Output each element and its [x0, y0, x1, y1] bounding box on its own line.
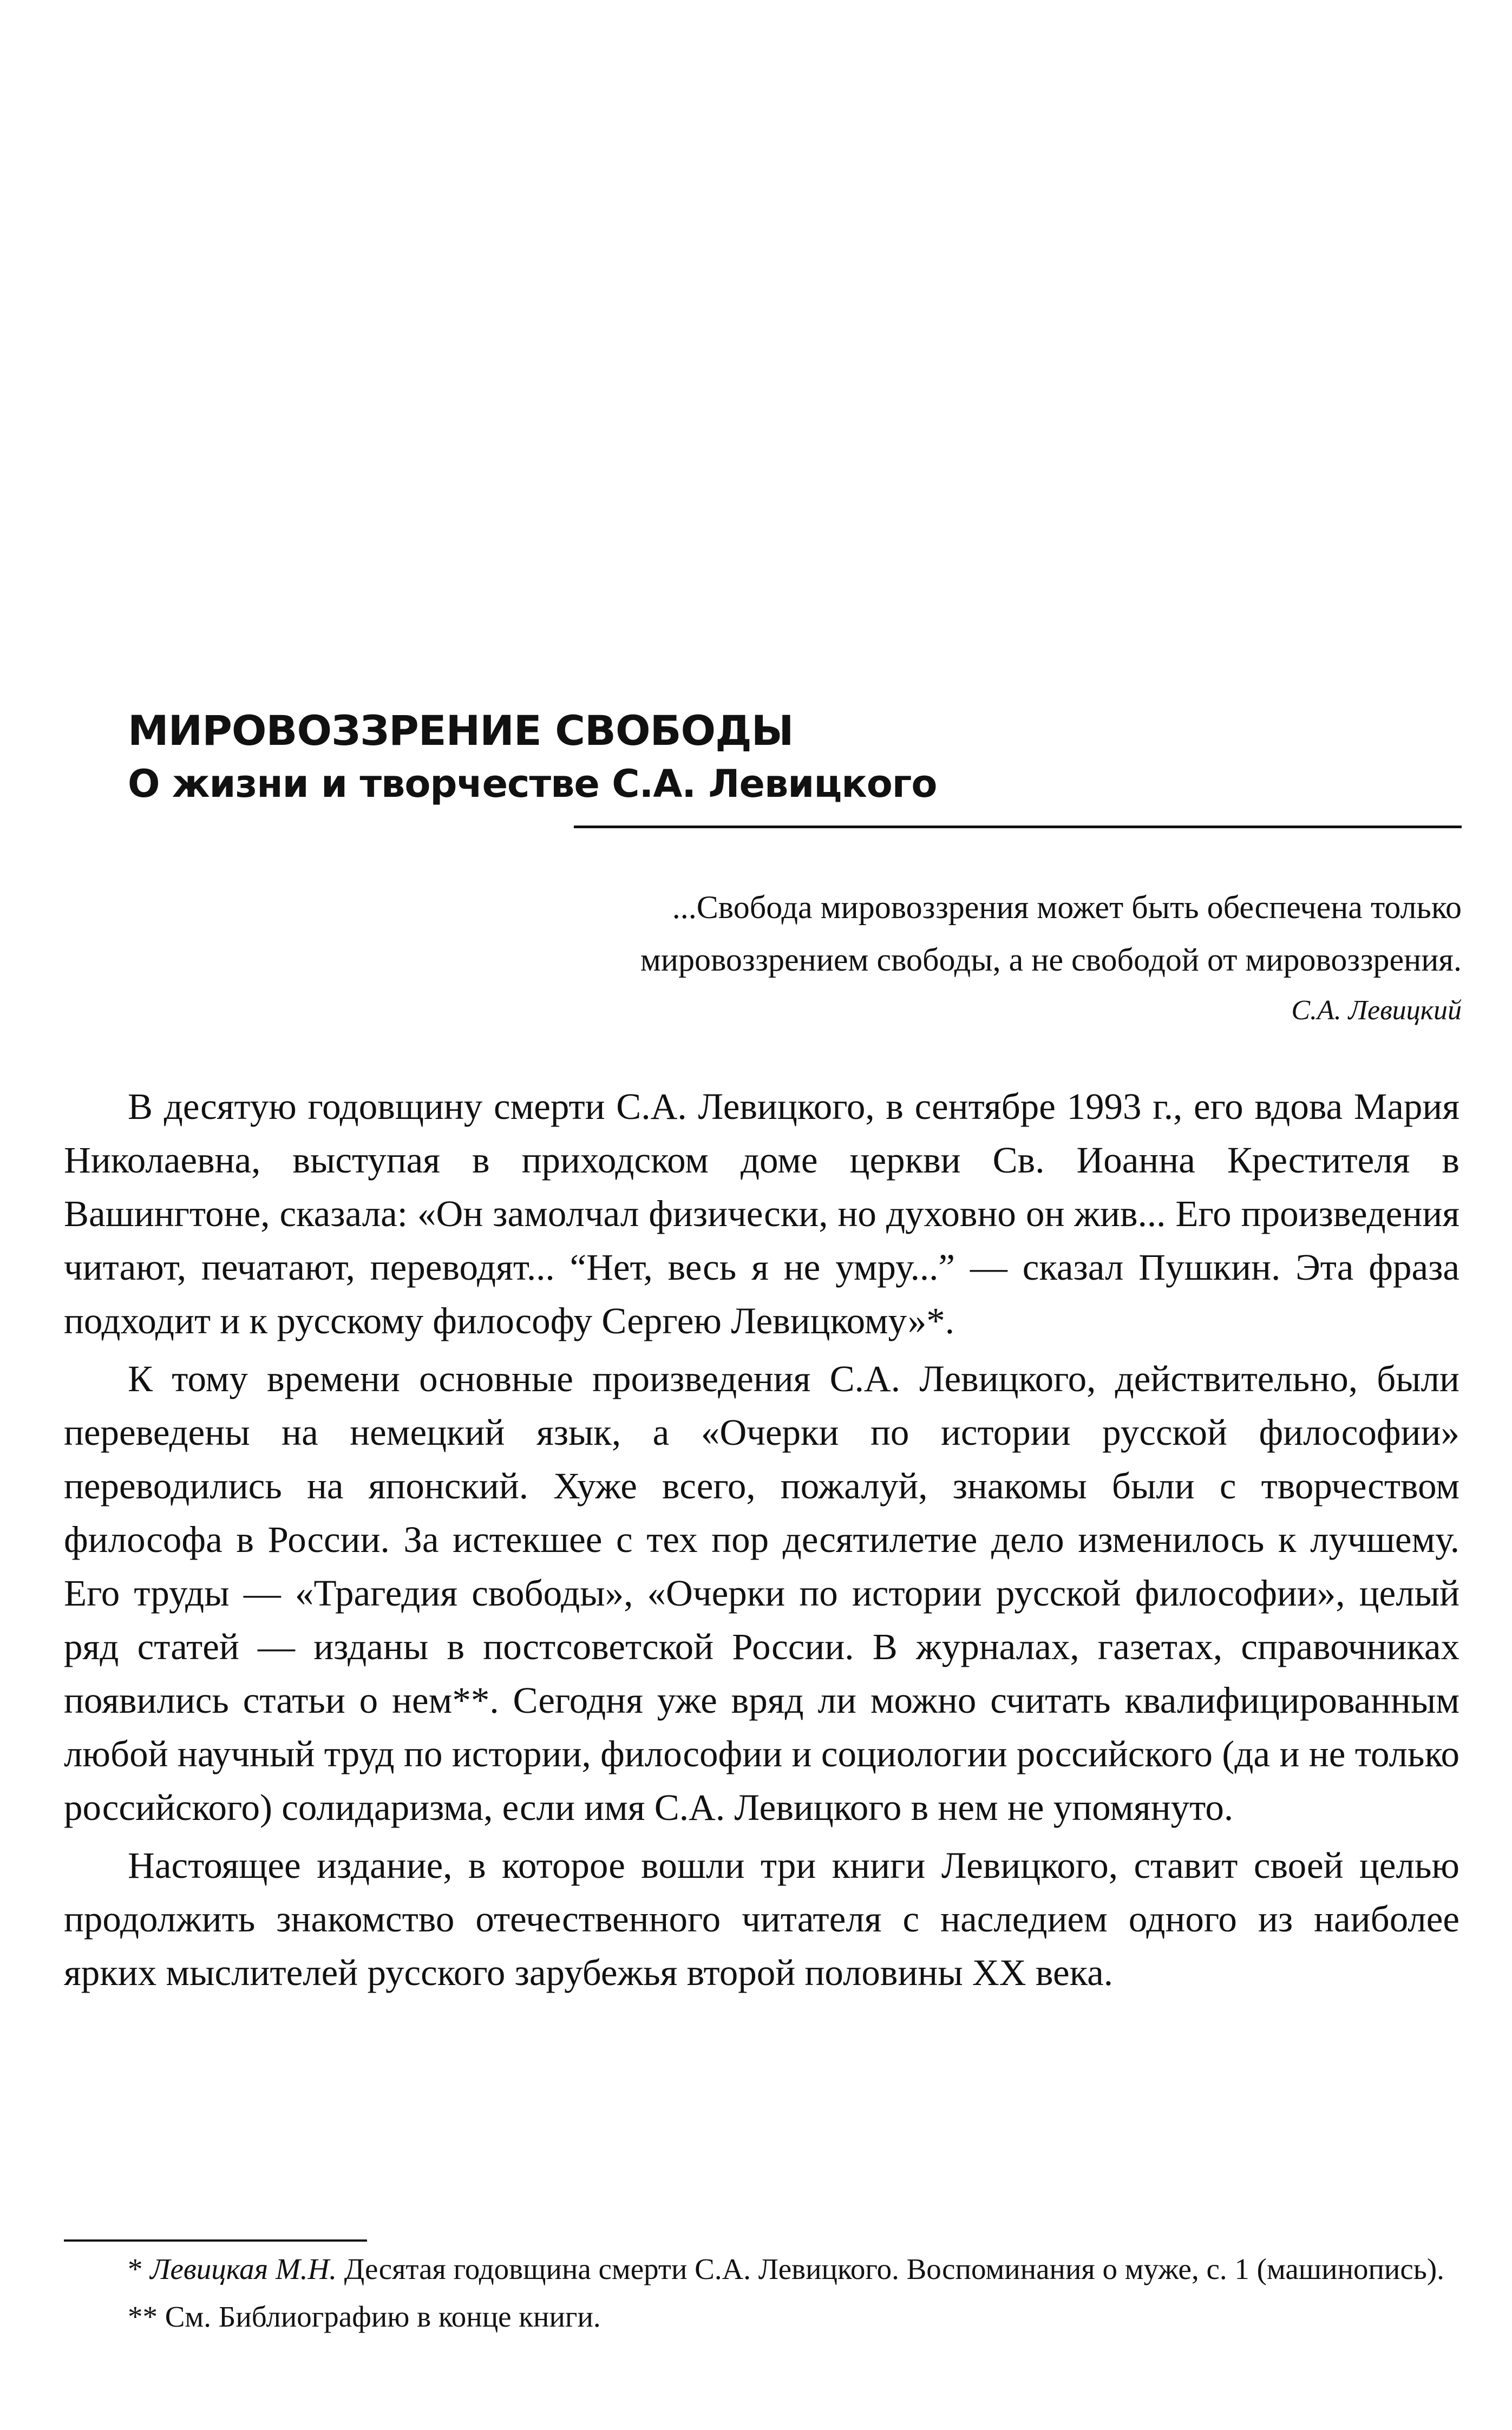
footnote: ** См. Библиографию в конце книги. [128, 2300, 601, 2333]
epigraph-line: мировоззрением свободы, а не свободой от мировоззрения. [640, 942, 1462, 978]
paragraph: Настоящее издание, в которое вошли три книги Левицкого, ставит своей целью продолжить знакомство отечественного читателя с наследием одного из наиболее ярких мыслителей русского зарубежья второй половины XX века. [64, 1845, 1459, 1993]
footnote-author: Левицкая М.Н. [150, 2252, 337, 2285]
footnote-mark: * [128, 2252, 150, 2285]
epigraph-line: ...Свобода мировоззрения может быть обеспечена только [672, 889, 1462, 925]
footnotes [64, 2245, 1459, 2341]
paragraph: В десятую годовщину смерти С.А. Левицкого, в сентябре 1993 г., его вдова Мария Николаевна, выступая в приходском доме церкви Св. Иоанна Крестителя в Вашингтоне, сказала: «Он замолчал физически, но духовно он жив... Его произведения читают, печатают, переводят... “Нет, весь я не умру...” — сказал Пушкин. Эта фраза подходит и к русскому философу Сергею Левицкому»*. [64, 1086, 1459, 1341]
footnote [64, 2245, 1459, 2293]
chapter-heading [128, 704, 1459, 810]
body-text [64, 1080, 1459, 2000]
epigraph [346, 881, 1462, 1035]
epigraph-author: С.А. Левицкий [1291, 995, 1462, 1026]
paragraph: К тому времени основные произведения С.А. Левицкого, действительно, были переведены на немецкий язык, а «Очерки по истории русской философии» переводились на японский. Хуже всего, пожалуй, знакомы были с творчеством философа в России. За истекшее с тех пор десятилетие дело изменилось к лучшему. Его труды — «Трагедия свободы», «Очерки по истории русской философии», целый ряд статей — изданы в постсоветской России. В журналах, газетах, справочниках появились статьи о нем**. Сегодня уже вряд ли можно считать квалифицированным любой научный труд по истории, философии и социологии российского (да и не только российского) солидаризма, если имя С.А. Левицкого в нем не упомянуто. [64, 1358, 1459, 1828]
footnote-rule [64, 2239, 367, 2242]
chapter-subtitle: О жизни и творчестве С.А. Левицкого [128, 762, 937, 806]
footnote-text: Десятая годовщина смерти С.А. Левицкого. Воспоминания о муже, с. 1 (машинопись). [337, 2252, 1444, 2285]
heading-rule [574, 826, 1462, 828]
chapter-title: МИРОВОЗЗРЕНИЕ СВОБОДЫ [128, 706, 794, 755]
